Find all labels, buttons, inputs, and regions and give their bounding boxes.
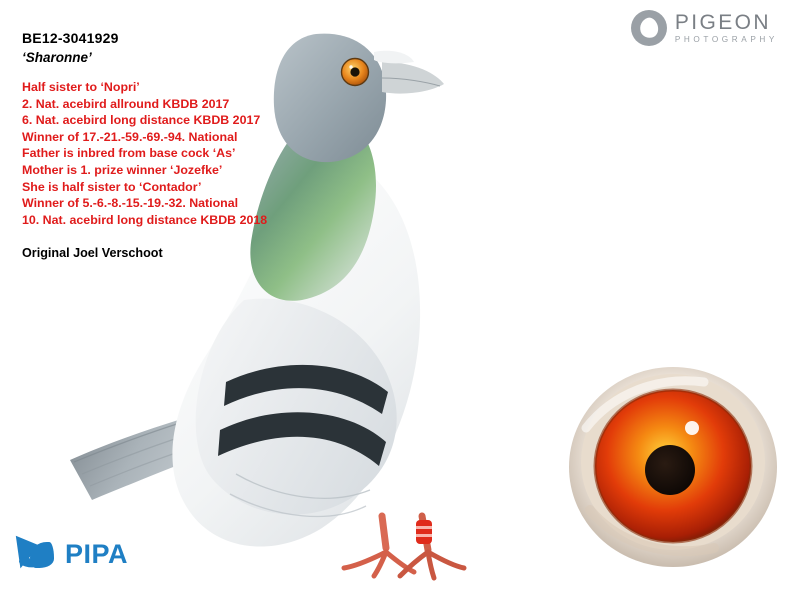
pigeon-cere — [374, 51, 414, 64]
palmares-line: Mother is 1. prize winner ‘Jozefke’ — [22, 162, 223, 177]
pipa-logo-text: PIPA — [65, 538, 129, 569]
photographer-logo-line2: PHOTOGRAPHY — [674, 34, 778, 44]
palmares-line: Half sister to ‘Nopri’ — [22, 80, 140, 94]
palmares-line: Winner of 5.-6.-8.-15.-19.-32. National — [22, 196, 239, 211]
pigeon-circle-icon — [631, 10, 667, 46]
palmares-line: Winner of 17.-21.-59.-69.-94. National — [22, 129, 238, 144]
pigeon-leg-left — [382, 516, 386, 548]
ring-number: BE12-3041929 — [22, 30, 119, 46]
eye-closeup-photo — [564, 358, 782, 576]
photographer-logo-line1: PIGEON — [674, 10, 771, 34]
palmares-line: 10. Nat. acebird long distance KBDB 2018 — [22, 212, 268, 227]
palmares-line: She is half sister to ‘Contador’ — [22, 179, 202, 194]
pipa-bird-icon — [18, 532, 58, 576]
pipa-logo — [18, 532, 128, 576]
breeder-name: Original Joel Verschoot — [22, 246, 163, 261]
eye-pupil — [645, 445, 695, 495]
palmares-line: 2. Nat. acebird allround KBDB 2017 — [22, 96, 230, 111]
pedigree-info-block — [22, 30, 362, 260]
palmares-line: Father is inbred from base cock ‘As’ — [22, 146, 236, 161]
palmares-list — [22, 79, 362, 228]
pigeon-name: ‘Sharonne’ — [22, 50, 92, 65]
photographer-wordmark — [675, 12, 778, 44]
photographer-logo — [631, 10, 778, 46]
pigeon-leg-ring — [416, 520, 432, 544]
palmares-line: 6. Nat. acebird long distance KBDB 2017 — [22, 113, 261, 128]
